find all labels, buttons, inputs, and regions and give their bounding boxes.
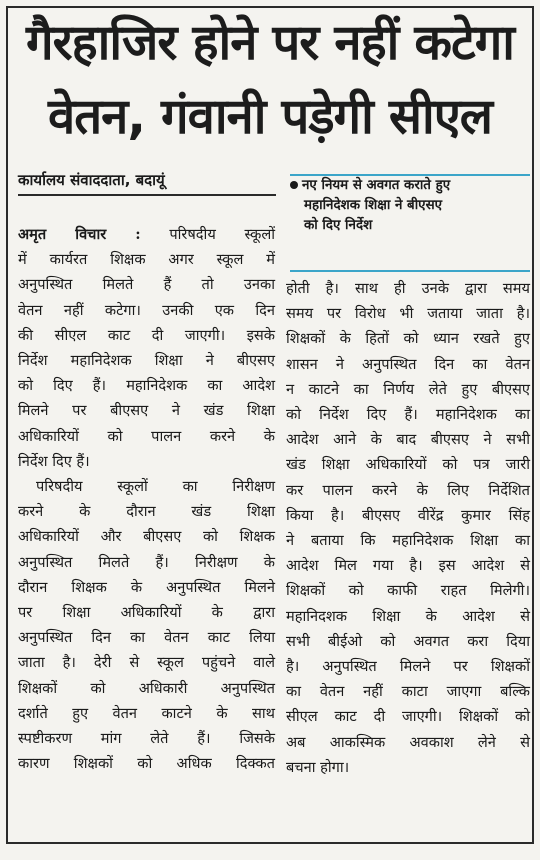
- article-line: में कार्यरत शिक्षक अगर स्कूल में: [18, 251, 275, 269]
- callout-bottom-rule: [290, 270, 530, 272]
- article-line: निर्देश दिए हैं।: [18, 452, 90, 470]
- article-line: अधिकारियों को पालन करने के: [18, 427, 275, 445]
- dateline-lead: अमृत विचार :: [18, 226, 141, 243]
- article-line: मिलने पर बीएसए ने खंड शिक्षा: [18, 402, 275, 420]
- callout-line: नए नियम से अवगत कराते हुए: [290, 176, 530, 196]
- article-line: जाता है। देरी से स्कूल पहुंचने वाले: [18, 654, 275, 672]
- article-line: आदेश मिल गया है। इस आदेश से: [286, 557, 530, 575]
- article-line: न काटने का निर्णय लेते हुए बीएसए: [286, 380, 530, 398]
- article-line: ने बताया कि महानिदेशक शिक्षा का: [286, 532, 530, 550]
- article-line: को दिए हैं। महानिदेशक का आदेश: [18, 377, 275, 395]
- article-line: अधिकारियों और बीएसए को शिक्षक: [18, 528, 275, 546]
- article-line: किया है। बीएसए वीरेंद्र कुमार सिंह: [286, 506, 530, 524]
- article-line: अब आकस्मिक अवकाश लेने से: [286, 733, 530, 751]
- article-line: दर्शाते हुए वेतन काटने के साथ: [18, 704, 275, 722]
- article-line: अनुपस्थित मिलते हैं तो उनका: [18, 276, 275, 294]
- byline-divider: [18, 194, 276, 196]
- article-line: करने के दौरान खंड शिक्षा: [18, 503, 275, 521]
- headline-line-2: वेतन, गंवानी पड़ेगी सीएल: [47, 88, 493, 145]
- article-line: खंड शिक्षा अधिकारियों को पत्र जारी: [286, 456, 530, 474]
- article-line: की सीएल काट दी जाएगी। इसके: [18, 326, 275, 344]
- byline: कार्यालय संवाददाता, बदायूं: [18, 171, 165, 189]
- article-line: सभी बीईओ को अवगत करा दिया: [286, 632, 530, 650]
- article-line: होती है। साथ ही उनके द्वारा समय: [286, 280, 530, 297]
- newspaper-clipping: [6, 6, 534, 844]
- article-line: महानिदशक शिक्षा के आदेश से: [286, 607, 530, 625]
- article-line: दौरान शिक्षक के अनुपस्थित मिलने: [18, 578, 275, 596]
- article-right-column: [286, 276, 530, 780]
- article-line: बचना होगा।: [286, 758, 350, 776]
- bullet-icon: [290, 181, 298, 189]
- callout-box: [290, 176, 530, 236]
- article-line: अमृत विचार : परिषदीय स्कूलों: [18, 226, 276, 243]
- article-line: समय पर विरोध भी जताया जाता है।: [286, 305, 530, 323]
- article-line: पर शिक्षा अधिकारियों के द्वारा: [18, 604, 275, 622]
- article-line: शिक्षकों को अधिकारी अनुपस्थित: [18, 679, 275, 697]
- article-line: शिक्षकों के हितों को ध्यान रखते हुए: [286, 330, 530, 348]
- article-line: आदेश आने के बाद बीएसए ने सभी: [286, 431, 530, 449]
- callout-line: को दिए निर्देश: [304, 218, 373, 233]
- article-line: सीएल काट दी जाएगी। शिक्षकों को: [286, 708, 530, 726]
- article-line: को निर्देश दिए हैं। महानिदेशक का: [286, 406, 530, 424]
- article-line: स्पष्टीकरण मांग लेते हैं। जिसके: [18, 730, 275, 748]
- headline-line-1: गैरहाजिर होने पर नहीं कटेगा: [26, 14, 514, 71]
- article-line: परिषदीय स्कूलों का निरीक्षण: [36, 478, 275, 496]
- article-line: कर पालन करने के लिए निर्देशित: [286, 481, 530, 499]
- article-line: शासन ने अनुपस्थित दिन का वेतन: [286, 355, 530, 373]
- article-left-column: [18, 222, 275, 776]
- article-line: निर्देश महानिदेशक शिक्षा ने बीएसए: [18, 352, 275, 370]
- article-line: शिक्षकों को काफी राहत मिलेगी।: [286, 582, 530, 600]
- article-line: अनुपस्थित मिलते हैं। निरीक्षण के: [18, 553, 275, 571]
- article-line: वेतन नहीं कटेगा। उनकी एक दिन: [18, 301, 275, 319]
- article-line: कारण शिक्षकों को अधिक दिक्कत: [18, 755, 275, 773]
- article-line: है। अनुपस्थित मिलने पर शिक्षकों: [286, 658, 530, 676]
- article-line: का वेतन नहीं काटा जाएगा बल्कि: [286, 683, 530, 701]
- article-line: अनुपस्थित दिन का वेतन काट लिया: [18, 629, 275, 647]
- callout-line: महानिदेशक शिक्षा ने बीएसए: [304, 198, 443, 213]
